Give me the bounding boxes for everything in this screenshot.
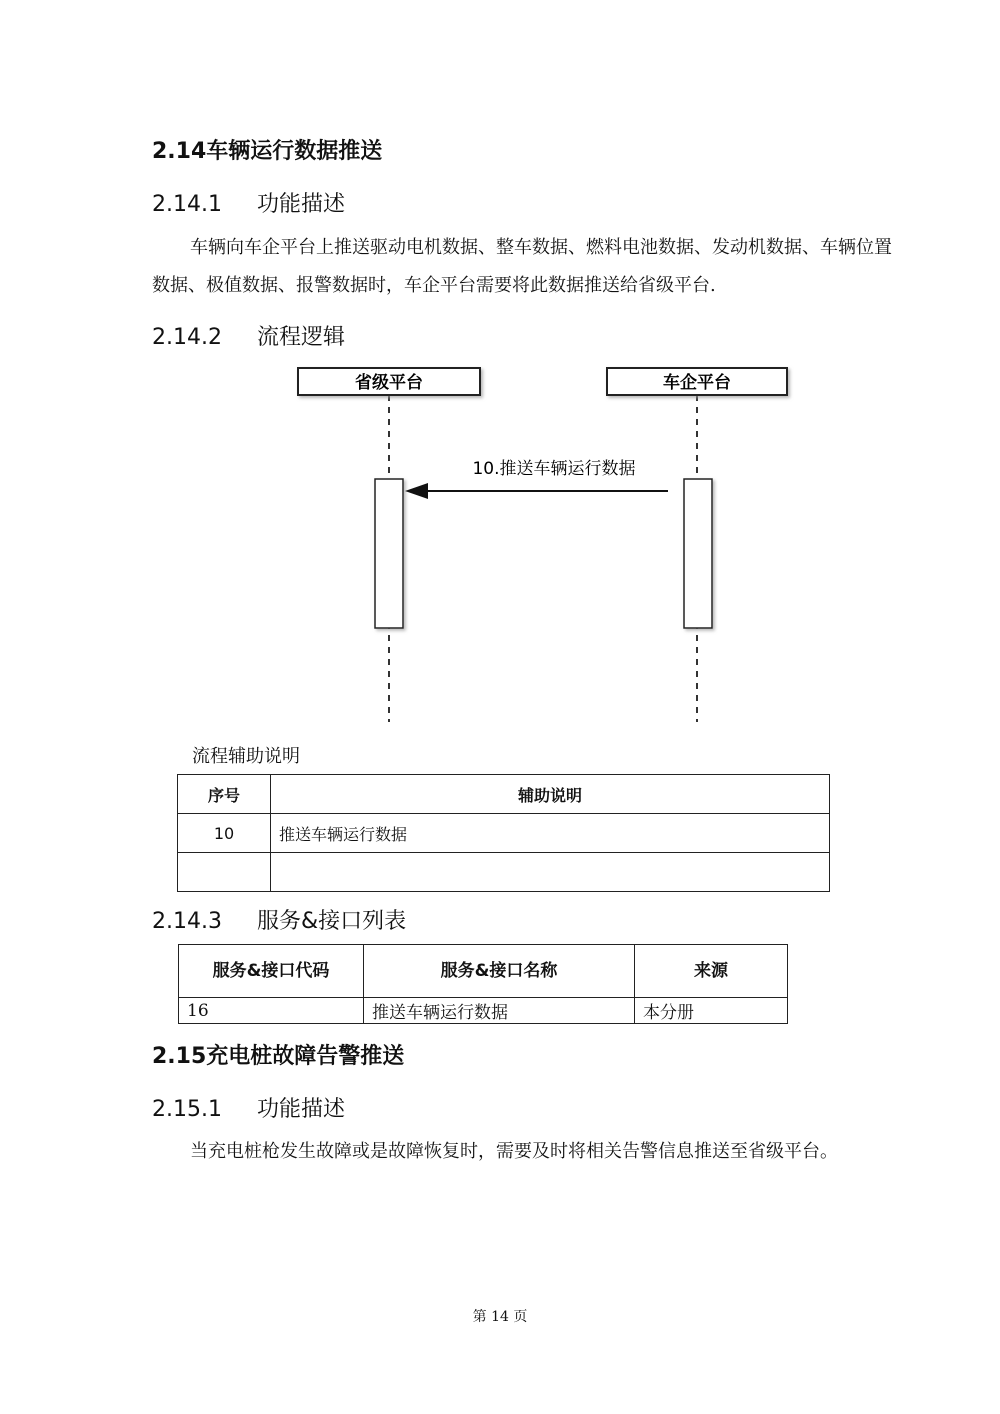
page-number: 第 14 页 [472, 1309, 528, 1325]
cell-index [178, 853, 271, 892]
section-heading-2-15: 2.15充电桩故障告警推送 [152, 1044, 405, 1069]
subsection-number: 2.14.3 [152, 909, 222, 934]
table-header-row [179, 945, 788, 998]
cell-source: 本分册 [635, 998, 788, 1024]
cell-code: 16 [179, 998, 364, 1024]
subsection-title: 服务&接口列表 [257, 909, 407, 934]
activation-bar-right [684, 479, 712, 628]
function-description-2-15 [152, 1133, 892, 1171]
paragraph-text: 当充电桩枪发生故障或是故障恢复时，需要及时将相关告警信息推送至省级平台。 [190, 1141, 838, 1162]
subsection-title: 流程逻辑 [257, 325, 346, 350]
table-row [179, 998, 788, 1024]
subsection-title: 功能描述 [257, 192, 346, 217]
flow-table [177, 774, 830, 892]
table-header-row [178, 775, 830, 814]
actor-box-right [607, 368, 787, 395]
subsection-number: 2.15.1 [152, 1097, 222, 1122]
subsection-heading-2-14-3 [152, 904, 406, 935]
activation-bar-left [375, 479, 403, 628]
subsection-title: 功能描述 [257, 1097, 346, 1122]
column-header-description: 辅助说明 [271, 775, 830, 814]
arrow-head-icon [405, 483, 428, 499]
column-header-index: 序号 [178, 775, 271, 814]
subsection-heading-2-15-1 [152, 1092, 345, 1123]
table-row [178, 853, 830, 892]
message-label: 10.推送车辆运行数据 [472, 459, 636, 479]
subsection-number: 2.14.1 [152, 192, 222, 217]
actor-label-left: 省级平台 [355, 373, 423, 393]
column-header-code: 服务&接口代码 [179, 945, 364, 998]
column-header-source: 来源 [635, 945, 788, 998]
cell-description: 推送车辆运行数据 [271, 814, 830, 853]
subsection-number: 2.14.2 [152, 325, 222, 350]
actor-box-left [298, 368, 480, 395]
cell-name: 推送车辆运行数据 [364, 998, 635, 1024]
column-header-name: 服务&接口名称 [364, 945, 635, 998]
table-row [178, 814, 830, 853]
paragraph-text: 车辆向车企平台上推送驱动电机数据、整车数据、燃料电池数据、发动机数据、车辆位置数据、极值数据、报警数据时，车企平台需要将此数据推送给省级平台. [152, 237, 892, 296]
cell-description [271, 853, 830, 892]
section-heading-2-14: 2.14车辆运行数据推送 [152, 139, 383, 164]
cell-index: 10 [178, 814, 271, 853]
actor-label-right: 车企平台 [663, 373, 731, 393]
flow-table-caption: 流程辅助说明 [192, 746, 300, 767]
service-interface-table [178, 944, 788, 1024]
